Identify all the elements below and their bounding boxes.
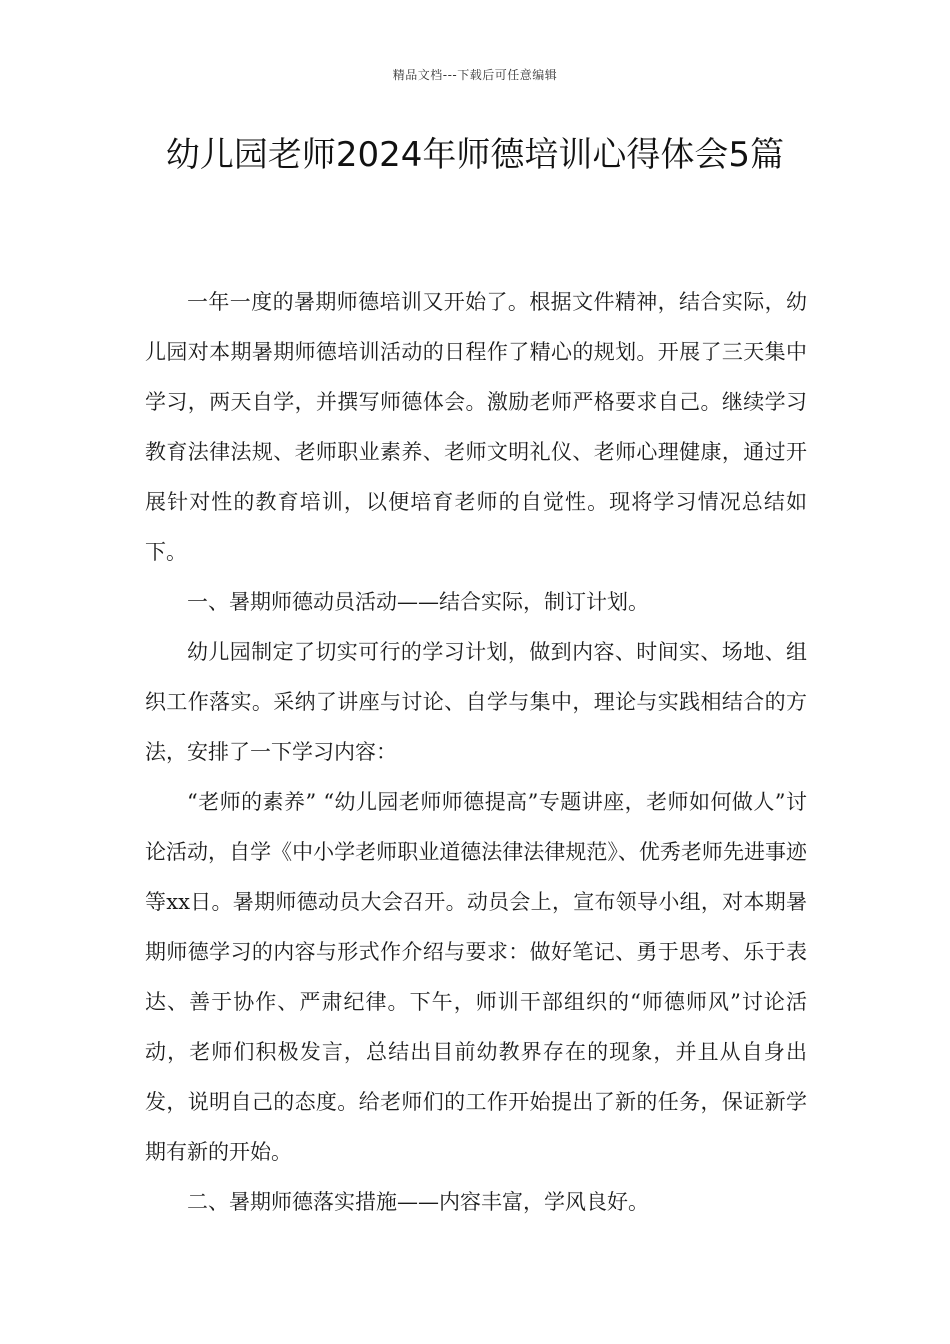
paragraph-activities: “老师的素养” “幼儿园老师师德提高”专题讲座，老师如何做人”讨论活动，自学《中小学老师职业道德法律法律规范》、优秀老师先进事迹等xx日。暑期师德动员大会召开。动员会上，宣布领导小组，对本期暑期师德学习的内容与形式作介绍与要求：做好笔记、勇于思考、乐于表达、善于协作、严肃纪律。下午，师训干部组织的“师德师风”讨论活动，老师们积极发言，总结出目前幼教界存在的现象，并且从自身出发，说明自己的态度。给老师们的工作开始提出了新的任务，保证新学期有新的开始。 [145, 790, 807, 1164]
paragraph-intro: 一年一度的暑期师德培训又开始了。根据文件精神，结合实际，幼儿园对本期暑期师德培训活动的日程作了精心的规划。开展了三天集中学习，两天自学，并撰写师德体会。激励老师严格要求自己。继续学习教育法律法规、老师职业素养、老师文明礼仪、老师心理健康，通过开展针对性的教育培训，以便培育老师的自觉性。现将学习情况总结如下。 [145, 290, 807, 564]
header-note: 精品文档---下载后可任意编辑 [392, 68, 558, 82]
paragraph-plan: 幼儿园制定了切实可行的学习计划，做到内容、时间实、场地、组织工作落实。采纳了讲座与讨论、自学与集中，理论与实践相结合的方法，安排了一下学习内容： [145, 640, 807, 764]
document-title: 幼儿园老师2024年师德培训心得体会5篇 [165, 135, 785, 175]
document-body [145, 277, 807, 1227]
section-heading-2: 二、暑期师德落实措施——内容丰富，学风良好。 [187, 1190, 649, 1214]
section-heading-1: 一、暑期师德动员活动——结合实际，制订计划。 [187, 590, 649, 614]
